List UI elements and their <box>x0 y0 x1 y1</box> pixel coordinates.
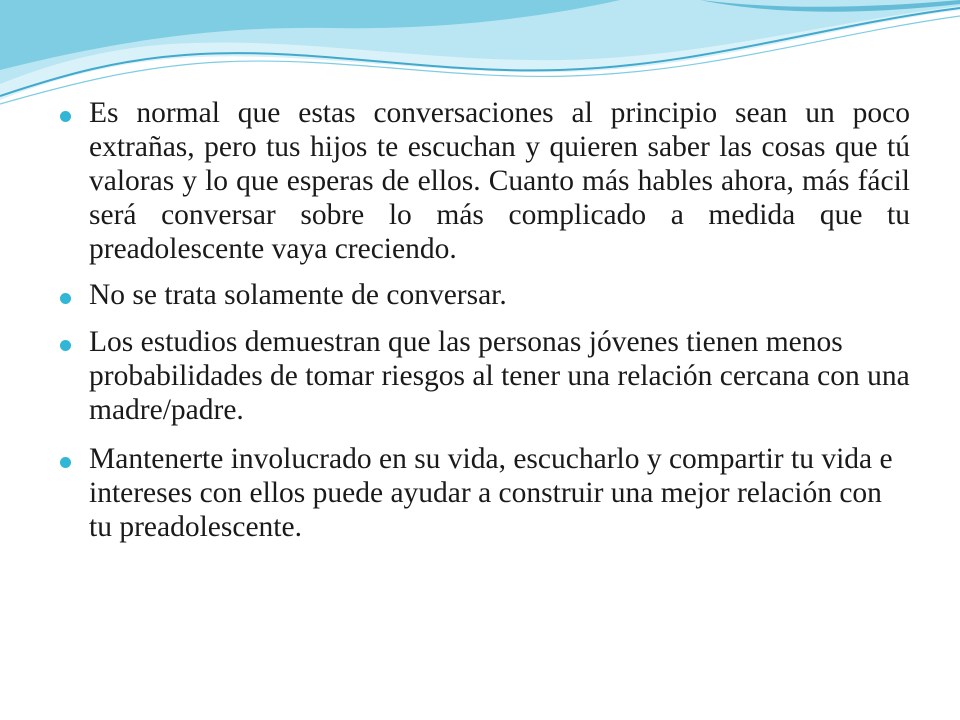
bullet-item-3 <box>60 325 910 427</box>
bullet-dot-icon <box>60 457 71 468</box>
bullet-dot-icon <box>60 340 71 351</box>
bullet-dot-icon <box>60 293 71 304</box>
bullet-item-1 <box>60 96 910 266</box>
bullet-item-2 <box>60 278 910 312</box>
bullet-list <box>60 96 910 544</box>
bullet-text-4: Mantenerte involucrado en su vida, escucharlo y compartir tu vida e intereses con ellos puede ayudar a construir una mejor relación con tu preadolescente. <box>89 443 893 543</box>
header-wave-decoration <box>0 0 960 110</box>
bullet-text-3: Los estudios demuestran que las personas jóvenes tienen menos probabilidades de tomar riesgos al tener una relación cercana con una madre/padre. <box>89 326 910 426</box>
bullet-text-2: No se trata solamente de conversar. <box>89 279 507 311</box>
bullet-dot-icon <box>60 111 71 122</box>
bullet-text-1: Es normal que estas conversaciones al principio sean un poco extrañas, pero tus hijos te escuchan y quieren saber las cosas que tú valoras y lo que esperas de ellos. Cuanto más hables ahora, más fácil será conversar sobre lo más complicado a medida que tu preadolescente vaya creciendo. <box>89 97 910 265</box>
bullet-item-4 <box>60 442 910 544</box>
